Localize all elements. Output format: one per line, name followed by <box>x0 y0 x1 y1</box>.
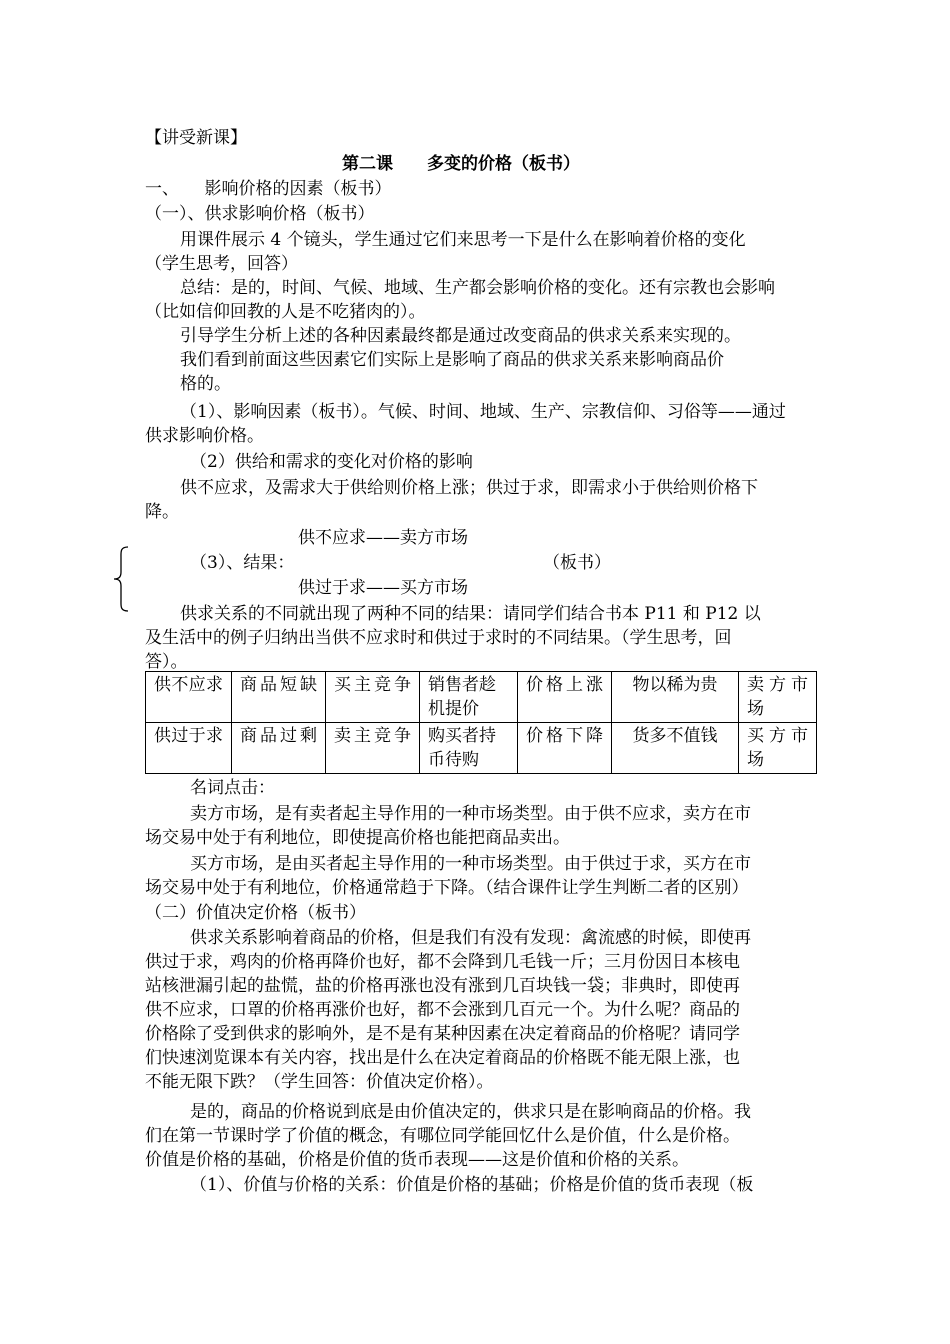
paragraph-line: 供求关系的不同就出现了两种不同的结果：请同学们结合书本 P11 和 P12 以 <box>180 604 761 624</box>
paragraph-line: 降。 <box>145 502 179 522</box>
paragraph-line: 场交易中处于有利地位，即使提高价格也能把商品卖出。 <box>145 828 570 848</box>
paragraph-line: （1）、价值与价格的关系：价值是价格的基础；价格是价值的货币表现（板 <box>190 1175 754 1195</box>
subheading-supply-demand: （一）、供求影响价格（板书） <box>145 204 375 224</box>
paragraph-line: 引导学生分析上述的各种因素最终都是通过改变商品的供求关系来实现的。 <box>180 326 741 346</box>
paragraph-line: 答）。 <box>145 652 188 672</box>
table-cell: 买方市场 <box>739 723 817 774</box>
paragraph-line: 供不应求，口罩的价格再涨价也好，都不会涨到几百元一个。为什么呢？商品的 <box>145 1000 740 1020</box>
table-cell: 货多不值钱 <box>612 723 739 774</box>
result-note: （板书） <box>543 553 611 573</box>
paragraph-line: 场交易中处于有利地位，价格通常趋于下降。（结合课件让学生判断二者的区别） <box>145 878 749 898</box>
table-cell: 买主竞争 <box>326 672 420 723</box>
table-cell: 卖方市场 <box>739 672 817 723</box>
supply-demand-table <box>145 671 817 774</box>
table-cell: 购买者持币待购 <box>420 723 518 774</box>
curly-brace-icon <box>112 546 130 612</box>
paragraph-line: 价值是价格的基础，价格是价值的货币表现——这是价值和价格的关系。 <box>145 1150 689 1170</box>
table-row <box>146 723 817 774</box>
table-row <box>146 672 817 723</box>
paragraph-line: （2）供给和需求的变化对价格的影响 <box>190 452 473 472</box>
paragraph-line: 供求影响价格。 <box>145 426 264 446</box>
table-cell: 供不应求 <box>146 672 232 723</box>
paragraph-line: 总结：是的，时间、气候、地域、生产都会影响价格的变化。还有宗教也会影响 <box>180 278 775 298</box>
paragraph-line: 供求关系影响着商品的价格，但是我们有没有发现：禽流感的时候，即使再 <box>190 928 751 948</box>
paragraph-line: 格的。 <box>180 374 231 394</box>
result-heading: （3）、结果： <box>190 553 295 573</box>
table-cell: 供过于求 <box>146 723 232 774</box>
lesson-title: 第二课 多变的价格（板书） <box>342 154 580 174</box>
paragraph-line: 卖方市场，是有卖者起主导作用的一种市场类型。由于供不应求，卖方在市 <box>190 804 751 824</box>
table-cell: 价格上涨 <box>518 672 612 723</box>
paragraph-line: 及生活中的例子归纳出当供不应求时和供过于求时的不同结果。（学生思考，回 <box>145 628 732 648</box>
paragraph-line: 我们看到前面这些因素它们实际上是影响了商品的供求关系来影响商品价 <box>180 350 724 370</box>
paragraph-line: 买方市场，是由买者起主导作用的一种市场类型。由于供过于求，买方在市 <box>190 854 751 874</box>
paragraph-line: （比如信仰回教的人是不吃猪肉的）。 <box>145 302 426 322</box>
result-seller-market: 供不应求——卖方市场 <box>298 528 468 548</box>
paragraph-line: 是的，商品的价格说到底是由价值决定的，供求只是在影响商品的价格。我 <box>190 1102 751 1122</box>
paragraph-line: 站核泄漏引起的盐慌，盐的价格再涨也没有涨到几百块钱一袋；非典时，即使再 <box>145 976 740 996</box>
table-cell: 商品过剩 <box>232 723 326 774</box>
paragraph-line: 价格除了受到供求的影响外，是不是有某种因素在决定着商品的价格呢？请同学 <box>145 1024 740 1044</box>
table-cell: 卖主竞争 <box>326 723 420 774</box>
table-cell: 价格下降 <box>518 723 612 774</box>
paragraph-line: 用课件展示 4 个镜头，学生通过它们来思考一下是什么在影响着价格的变化 <box>180 230 746 250</box>
table-cell: 商品短缺 <box>232 672 326 723</box>
terms-heading: 名词点击： <box>190 778 275 798</box>
heading-factors: 一、 影响价格的因素（板书） <box>145 179 392 199</box>
paragraph-line: 们快速浏览课本有关内容，找出是什么在决定着商品的价格既不能无限上涨，也 <box>145 1048 740 1068</box>
paragraph-line: 们在第一节课时学了价值的概念，有哪位同学能回忆什么是价值，什么是价格。 <box>145 1126 740 1146</box>
table-cell: 销售者趁机提价 <box>420 672 518 723</box>
section-label: 【讲受新课】 <box>145 128 247 148</box>
result-buyer-market: 供过于求——买方市场 <box>298 578 468 598</box>
table-cell: 物以稀为贵 <box>612 672 739 723</box>
paragraph-line: （1）、影响因素（板书）。气候、时间、地域、生产、宗教信仰、习俗等——通过 <box>180 402 786 422</box>
paragraph-line: 不能无限下跌？（学生回答：价值决定价格）。 <box>145 1072 494 1092</box>
paragraph-line: 供过于求，鸡肉的价格再降价也好，都不会降到几毛钱一斤；三月份因日本核电 <box>145 952 740 972</box>
paragraph-line: 供不应求，及需求大于供给则价格上涨；供过于求，即需求小于供给则价格下 <box>180 478 758 498</box>
subheading-value-decides-price: （二）价值决定价格（板书） <box>145 903 366 923</box>
paragraph-line: （学生思考，回答） <box>145 254 298 274</box>
